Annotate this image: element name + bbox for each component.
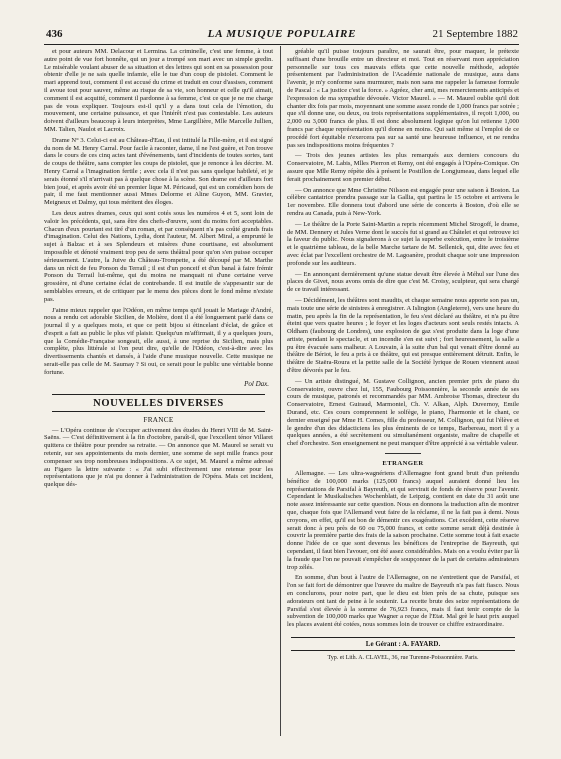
foreign-news-paragraph: Allemagne. — Les ultra-wagnériens d'Allemagne font grand bruit d'un prétendu bénéfice de 100,000 marks (125,000 francs) auquel auraient donné lieu les représentations de Parsifal à Bayreuth, et qui servirait de fonds de réserve pour l'avenir. Cependant le Musikalisches Wochenblatt, de Leipzig, contient en date du 31 août une note assez intéressante sur cette question. Nous en donnons la traduction afin de montrer que, chaque fois que l'Allemand veut faire de la réclame, il ne la fait pas à demi. Nous croyons, en effet, qu'il est bon de démentir ces exagérations. Cet excédent, cette réserve serait donc à peu près de 60 ou 75,000 francs, et cette somme serait déjà destinée à couvrir la première partie des frais de la saison prochaine. Cette somme tout à fait exacte donne l'idée de ce que sont devenus les bénéfices de l'entreprise de Bayreuth, qui cependant, il faut bien l'avouer, ont été assez considérables. Mais on a voulu éviter par là la fraude que l'on ne pouvait s'empêcher de soupçonner de la part de certains admirateurs trop zélés. — [287, 470, 519, 571]
journal-title: LA MUSIQUE POPULAIRE — [207, 28, 357, 40]
left-column — [44, 48, 273, 698]
news-paragraph: — Trois des jeunes artistes les plus remarqués aux derniers concours du Conservatoire, M. Labis, Mlles Pierron et Remy, ont été engagés à l'Opéra-Comique. On assure que Mlle Remy répète dès à présent le Postillon de Longjumeau, dans lequel elle ferait prochainement son premier début. — [287, 152, 519, 183]
issue-date: 21 Septembre 1882 — [432, 28, 518, 40]
subsection-title-etranger: ETRANGER — [382, 460, 424, 468]
gerant-line: Le Gérant : A. FAYARD. — [291, 637, 515, 651]
review-paragraph: J'aime mieux rappeler que l'Odéon, en même temps qu'il jouait le Mariage d'André, nous a rendu cet adorable Sicilien, de Molière, dont il a été longuement parlé dans ce journal il y a quelques mois, et que ce petit bijou si étincelant d'éclat, de grâce et d'esprit a fait au public le plus vif plaisir. Quelqu'un m'affirmait, il y a quelques jours, que la Comédie-Française songeait, elle aussi, à une reprise du Sicilien, mais plus complète, plus littérale si l'on peut dire, qu'elle de l'Odéon, c'est-à-dire avec les divertissements chantés et dansés, à l'aide d'une musique nouvelle. Cette musique ne serait-elle pas celle de M. Saumay ? Si oui, ce serait pour le public une véritable bonne fortune. — [44, 306, 273, 376]
section-title-nouvelles-diverses: NOUVELLES DIVERSES — [52, 394, 265, 412]
review-paragraph: et pour auteurs MM. Delacour et Lermina. La criminelle, c'est une femme, à tout autre point de vue fort honnête, qui un jour a trompé son mari avec un simple gredin. Le misérable voulant abuser de sa situation et des lettres qui sont en sa possession pour obtenir d'elle je ne sais quelle infamie, elle le tue d'un coup de pistolet. Comment le mari apprend tout, comment il est accusé du crime et traduit en cour d'assises, comment il avoue tout pour sauver, même au risque de sa vie, son honneur et celle qu'il aimait, comment il est acquitté, comment il pardonne à sa femme, c'est ce que je ne me charge pas de vous expliquer. Toujours est-il qu'il y a dans tout cela de l'émotion, du mouvement, une certaine puissance, et que l'intérêt n'est pas contestable. Les auteurs doivent d'ailleurs beaucoup à leurs interprètes, Mme Largillière, Mlle Marcelle Jullien, MM. Talien, Naulot et Lacroix. — [44, 48, 273, 133]
subsection-title-france: FRANCE — [143, 415, 174, 424]
review-signature: Pol Dax. — [244, 379, 269, 388]
news-paragraph: — L'Opéra continue de s'occuper activement des études du Henri VIII de M. Saint-Saëns. — C'est définitivement à la fin d'octobre, paraît-il, que l'excellent ténor Villaret quittera ce théâtre pour prendre sa retraite. — On annonce que M. Maurel se serait vu retenir, sur ses appointements du mois dernier, une somme de sept mille francs pour compenser ses trop nombreuses indispositions. A ce sujet, M. Maurel a même adressé au Figaro la lettre suivante : « J'ai subi effectivement une retenue pour les représentations que je n'ai pu donner à l'administration de l'Opéra. Mais cet incident, quelque dés- — [44, 426, 273, 489]
news-paragraph: — En annonçant dernièrement qu'une statue devait être élevée à Méhul sur l'une des places de Givet, nous avons omis de dire que c'est M. Croisy, sculpteur, qui sera chargé de ce travail intéressant. — [287, 270, 519, 294]
review-article — [44, 48, 273, 388]
news-paragraph: — Décidément, les théâtres sont maudits, et chaque semaine nous apporte son pas un, mais toute une série de sinistres à enregistrer. A Islington (Angleterre), vers une heure du matin, peu après la fin de la représentation, le feu s'est déclaré au théâtre, et n'a pu être éteint que vers quatre heures ; le foyer et les loges d'acteurs sont seuls restés intacts. A Oldham (faubourg de Londres), une explosion de gaz s'est produite dans la loge d'une artiste, pendant le spectacle, et un incendie s'en est suivi ; fort heureusement, la salle a pu être évacuée sans malheur. A Louvain, à la suite d'un bal qui venait d'être donné au théâtre de Bériot, le feu a pris à ce théâtre, qui est presque entièrement détruit. Enfin, le théâtre de Staëra-Roura et la petite salle de la Société lyrique de Rouen viennent aussi d'être dévorés par le feu. — [287, 296, 519, 375]
news-paragraph: — On annonce que Mme Christine Nilsson est engagée pour une saison à Boston. La célèbre cantatrice prendra passage sur la Gallia, qui partira le 15 octobre et arrivera le 1er novembre. Elle donnera tout d'abord une série de concerts à Boston, d'où elle se rendra au Canada, puis à New-York. — [287, 186, 519, 217]
news-paragraph: gréable qu'il puisse toujours paraître, ne saurait être, pour maquer, le prétexte suffisant d'une brouille entre un directeur et moi. Tout en réservant mon appréciation personnelle sur tous ces mauvais effets que cette nouvelle méthode, adoptée présentement par l'administration de l'Académie nationale de musique, aura dans l'avenir, je m'y conforme sans murmurer, mais non sans me rappeler la fameuse formule de Pascal : « La justice c'est la force. » Agréez, cher ami, mes remerciements anticipés et l'expression de ma sympathie dévouée. Victor Maurel. » — M. Maurel oublie qu'il doit chanter dix fois par mois, moyennant une somme assez ronde de 1,000 francs par soirée ; que s'il donne une, ou deux, ou trois représentations supplémentaires, il reçoit 1,000, ou 2,000 ou 3,000 francs de plus. Il est donc absolument logique qu'on lui retienne 1,000 francs par chaque représentation qu'il donne en moins. Qui sait même si l'emploi de ce procédé fort équitable n'exercera pas sur sa santé une heureuse influence, et ne rendra pas ses indispositions moins fréquentes ? — [287, 48, 519, 149]
printer-imprint: Typ. et Lith. A. CLAVEL, 36, rue Turenne-Poissonnière. Paris. — [327, 654, 479, 661]
page-header — [46, 28, 518, 42]
column-divider — [280, 46, 281, 736]
page-number: 436 — [46, 28, 63, 40]
news-paragraph: — Un artiste distingué, M. Gustave Collignon, ancien premier prix de piano du Conservatoire, ouvre chez lui, 155, Faubourg Poissonnière, la seconde année de ses cours de musique, patronés et recommandés par MM. Ambroise Thomas, directeur du Conservatoire, Ernest Guiraud, Marmontel, Ch. V. Alkan, Alph. Duvernoy, Emile Durand, etc. Ces cours comprennent le solfège, le piano, l'harmonie et le chant, ce dernier enseigné par Mme H. Comes, fille du professeur, M. Collignon, qui fut l'élève et le gendre d'un des didacticiens les plus éminents de ce temps, Barbereau, mort il y a quelques années, a été secrètement ou simultanément organiste, maître de chapelle et chef d'orchestre. Son enseignement ne peut manquer d'être apprécié à sa véritable valeur. — [287, 377, 519, 448]
foreign-news-paragraph: En somme, d'un bout à l'autre de l'Allemagne, on ne s'entretient que de Parsifal, et l'on se fait fort de démontrer que l'œuvre du maître de Bayreuth n'a pas fait fiasco. Nous en conclurons, pour notre part, que le dieu est bien près de sa chute, puisque ses adorateurs ont tant de peine à le soutenir. La recette brute des seize représentations de Parsifal s'est élevée à la somme de 76,923 francs, mais il faut tenir compte de la subvention de 100,000 marks que Wagner a reçue de l'Etat. Mal grè le haut prix auquel les places avaient été cotées, nous sommes loin de trouver ce chiffre extraordinaire. — [287, 574, 519, 629]
review-paragraph: Drame N° 3. Celui-ci est au Château-d'Eau, il est intitulé la Fille-mère, et il est signé du nom de M. Henry Carral. Pour facile à raconter, dame, il ne l'est guère, et l'on trouve dans le cours de ces cinq actes tant d'événements, tant d'incidents de toutes sortes, tant de coups de théâtre, sans compter les coups de pistolet, que je renonce à les décrire. M. Henry Carral a l'imagination fertile ; avec cela il n'est pas sans quelque habileté, et je serais étonné s'il n'arrivait pas à quelque chose à la scène. Son drame est d'ailleurs fort bien joué, et après avoir été un premier lique M. Péricaud, qui est un comédien hors de pair, il me faut mentionner aussi Mmes Delorme et Aline Guyon, MM. Gravier, Meigneux et Dalmy, qui tous méritent des éloges. — [44, 136, 273, 207]
header-rule — [44, 44, 519, 45]
news-paragraph: — Le théâtre de la Porte Saint-Martin a repris récemment Michel Strogoff, le drame, de MM. Dennery et Jules Verne dont le succès fut si grand au Châtelet et qui retrouve ici la faveur du public. Nous signalerons à ce sujet la superbe exécution, entre le troisième et le quatrième tableau, de la belle Marche tartare de M. Sellenick, qui, dite avec feu et avec éclat par l'excellent orchestre de M. Lagoanère, produit chaque soir une impression profonde sur les auditeurs. — [287, 220, 519, 267]
section-separator — [385, 453, 421, 454]
review-paragraph: Les deux autres drames, ceux qui sont cotés sous les numéros 4 et 5, sont loin de valoir les précédents, qui, sans être des chefs-d'œuvre, sont du moins fort acceptables. Chacun d'eux pourtant est tiré d'un roman, et par conséquent n'a pas coûté grands frais d'imagination. Celui des Nations, Lydia, dont l'auteur, M. Albert Miral, a emprunté le sujet à Balzac et à ses Splendeurs et misères d'une courtisane, est absolument impossible et dénoté vraiment trop peu de sens théâtral pour qu'on s'en puisse occuper sérieusement. L'autre, la Juive du Château-Trompette, a été découpé par M. Marthe dans un récit de feu Ponson du Terrail ; il est d'un ponceif et d'un banal à faire frémir Ponson du Terrail lui-même, qui du moins ne manquait ni d'une certaine verve grossière, ni d'une certaine éclat de contrebande. Il est inutile de s'appesantir sur de semblables erreurs, et de critiquer par le menu des pièces dont le fond même n'existe pas. — [44, 209, 273, 303]
right-column — [287, 48, 519, 698]
